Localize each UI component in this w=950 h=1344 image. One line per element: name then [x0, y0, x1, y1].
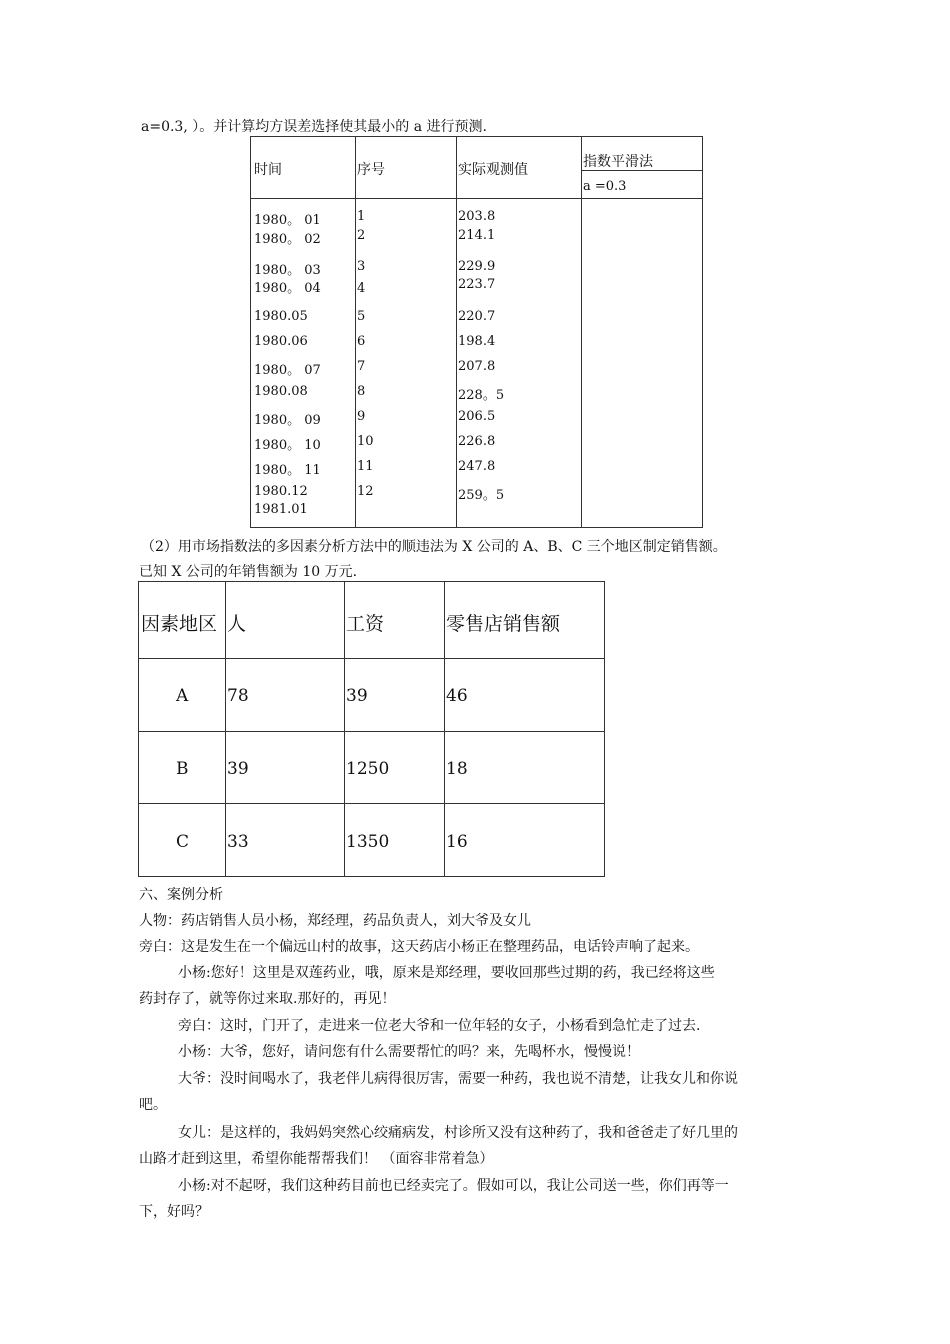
dialogue-line: 小杨：大爷，您好，请问您有什么需要帮忙的吗？来，先喝杯水，慢慢说！: [178, 1044, 640, 1060]
section-heading: 六、案例分析: [139, 887, 223, 903]
cell-seq: 5: [357, 309, 366, 324]
cell-seq: 7: [357, 359, 366, 374]
cell-retail: 46: [446, 686, 468, 706]
cell-region: A: [176, 686, 189, 706]
table-divider: [344, 582, 345, 876]
cell-retail: 16: [446, 832, 468, 852]
cell-retail: 18: [446, 759, 468, 779]
narration-line: 旁白：这是发生在一个偏远山村的故事，这天药店小杨正在整理药品，电话铃声响了起来。: [139, 939, 699, 955]
table-divider: [225, 582, 226, 876]
intro-text: a=0.3, ）。并计算均方误差选择使其最小的 a 进行预测.: [141, 119, 487, 135]
header-wage: 工资: [346, 613, 385, 635]
narration-line: 旁白：这时，门开了，走进来一位老大爷和一位年轻的女子，小杨看到急忙走了过去.: [178, 1018, 701, 1034]
dialogue-line: 小杨:对不起呀，我们这种药目前也已经卖完了。假如可以，我让公司送一些，你们再等一: [178, 1178, 729, 1194]
cell-time: 1980.05: [254, 309, 308, 324]
header-retail: 零售店销售额: [446, 613, 561, 635]
table-divider: [355, 137, 356, 527]
cell-value: 220.7: [458, 309, 496, 324]
cell-time: 1980.08: [254, 384, 308, 399]
header-time: 时间: [254, 162, 282, 178]
cell-time: 1980.06: [254, 334, 308, 349]
cell-seq: 4: [357, 281, 366, 296]
cell-seq: 10: [357, 434, 374, 449]
table-divider: [581, 137, 582, 527]
dialogue-line: 山路才赶到这里，希望你能帮帮我们！ （面容非常着急）: [139, 1151, 494, 1167]
cell-seq: 12: [357, 484, 374, 499]
cell-value: 203.8: [458, 209, 496, 224]
cell-value: 228。5: [458, 388, 505, 403]
cell-seq: 8: [357, 384, 366, 399]
question-2-line-2: 已知 X 公司的年销售额为 10 万元.: [139, 564, 358, 580]
header-seq: 序号: [357, 162, 385, 178]
header-region: 因素地区: [141, 613, 218, 635]
cell-people: 33: [227, 832, 249, 852]
table-divider: [139, 731, 604, 732]
header-observed: 实际观测值: [458, 162, 528, 178]
cell-seq: 11: [357, 459, 374, 474]
cell-wage: 39: [346, 686, 368, 706]
cell-seq: 9: [357, 409, 366, 424]
cell-time: 1980。 02: [254, 232, 321, 247]
cell-region: C: [176, 832, 190, 852]
cell-value: 198.4: [458, 334, 496, 349]
cell-wage: 1250: [346, 759, 390, 779]
cell-time: 1980。 04: [254, 281, 321, 296]
cell-wage: 1350: [346, 832, 390, 852]
dialogue-line: 大爷：没时间喝水了，我老伴儿病得很厉害，需要一种药，我也说不清楚，让我女儿和你说: [178, 1071, 738, 1087]
cell-time: 1980。 11: [254, 463, 321, 478]
cell-time: 1980。 01: [254, 213, 321, 228]
cell-seq: 2: [357, 228, 366, 243]
cell-seq: 6: [357, 334, 366, 349]
cell-value: 226.8: [458, 434, 496, 449]
cell-time: 1980。 10: [254, 438, 321, 453]
cell-value: 214.1: [458, 228, 496, 243]
dialogue-line: 小杨:您好！这里是双莲药业，哦，原来是郑经理，要收回那些过期的药，我已经将这些: [178, 965, 715, 981]
cell-people: 39: [227, 759, 249, 779]
header-smoothing: 指数平滑法: [583, 154, 653, 170]
cell-time: 1980。 03: [254, 263, 321, 278]
header-people: 人: [227, 613, 247, 635]
cell-time: 1981.01: [254, 502, 308, 517]
dialogue-line: 吧。: [139, 1097, 167, 1113]
cell-seq: 3: [357, 259, 366, 274]
table-divider: [444, 582, 445, 876]
characters-line: 人物：药店销售人员小杨，郑经理，药品负责人，刘大爷及女儿: [139, 913, 531, 929]
dialogue-line: 女儿：是这样的，我妈妈突然心绞痛病发，村诊所又没有这种药了，我和爸爸走了好几里的: [178, 1125, 738, 1141]
table-divider: [139, 658, 604, 659]
table-divider: [251, 198, 702, 199]
cell-value: 206.5: [458, 409, 496, 424]
header-alpha: a =0.3: [583, 179, 627, 194]
table-divider: [139, 803, 604, 804]
cell-time: 1980。 09: [254, 413, 321, 428]
cell-value: 259。5: [458, 488, 505, 503]
cell-time: 1980.12: [254, 484, 308, 499]
cell-people: 78: [227, 686, 249, 706]
cell-time: 1980。 07: [254, 363, 321, 378]
smoothing-table: [250, 136, 703, 528]
cell-value: 207.8: [458, 359, 496, 374]
dialogue-line: 下，好吗？: [139, 1204, 209, 1220]
cell-value: 229.9: [458, 259, 496, 274]
cell-value: 223.7: [458, 277, 496, 292]
table-divider: [456, 137, 457, 527]
cell-value: 247.8: [458, 459, 496, 474]
question-2-line-1: （2）用市场指数法的多因素分析方法中的顺违法为 X 公司的 A、B、C 三个地区制定销售额。: [141, 539, 727, 555]
factor-table: [138, 581, 605, 877]
dialogue-line: 药封存了，就等你过来取.那好的，再见！: [139, 991, 396, 1007]
cell-seq: 1: [357, 209, 366, 224]
cell-region: B: [176, 759, 189, 779]
